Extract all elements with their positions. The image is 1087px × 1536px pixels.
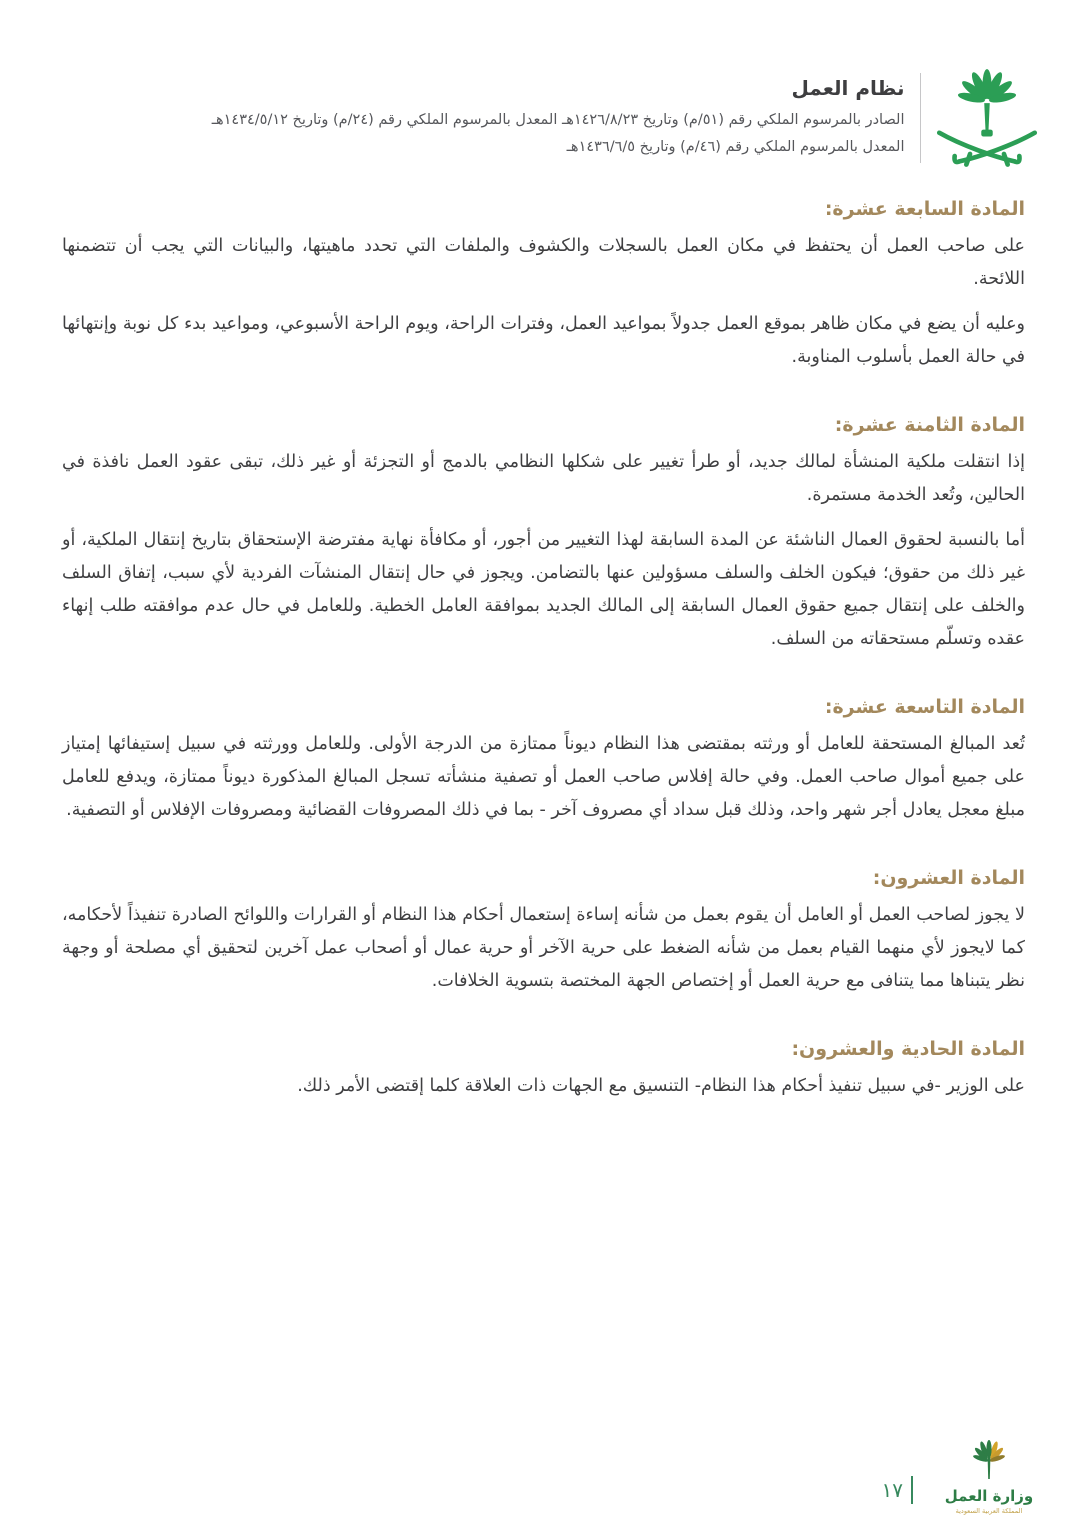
document-title: نظام العمل bbox=[791, 76, 905, 100]
ministry-palm-icon bbox=[963, 1437, 1015, 1487]
document-subtitle-line1: الصادر بالمرسوم الملكي رقم (٥١/م) وتاريخ ١٤٢٦/٨/٢٣هـ المعدل بالمرسوم الملكي رقم (٢٤/م) وتاريخ ١٤٣٤/٥/١٢هـ bbox=[211, 112, 905, 128]
article-twenty-one bbox=[62, 1036, 1025, 1103]
article-eighteen bbox=[62, 412, 1025, 656]
document-subtitle-line2: المعدل بالمرسوم الملكي رقم (٤٦/م) وتاريخ ١٤٣٦/٦/٥هـ bbox=[566, 139, 905, 155]
article-paragraph: على صاحب العمل أن يحتفظ في مكان العمل بالسجلات والكشوف والملفات التي تحدد ماهيتها، والبيانات التي يجب أن تتضمنها اللائحة. bbox=[62, 236, 1025, 289]
article-twenty bbox=[62, 865, 1025, 998]
header-text-block bbox=[212, 68, 905, 161]
article-heading: المادة التاسعة عشرة: bbox=[824, 696, 1025, 718]
article-heading: المادة الحادية والعشرون: bbox=[791, 1038, 1025, 1060]
saudi-emblem-icon bbox=[934, 68, 1040, 170]
ministry-name: وزارة العمل bbox=[944, 1487, 1034, 1505]
article-paragraph: على الوزير -في سبيل تنفيذ أحكام هذا النظام- التنسيق مع الجهات ذات العلاقة كلما إقتضى الأمر ذلك. bbox=[297, 1076, 1025, 1096]
article-nineteen bbox=[62, 694, 1025, 827]
article-paragraph: تُعد المبالغ المستحقة للعامل أو ورثته بمقتضى هذا النظام ديوناً ممتازة من الدرجة الأولى. وللعامل وورثته في سبيل إستيفائها إمتياز على جميع أموال صاحب العمل. وفي حالة إفلاس صاحب العمل أو تصفية منشأته تسجل المبالغ المذكورة ديوناً ممتازة، ويدفع للعامل مبلغ معجل يعادل أجر شهر واحد، وذلك قبل سداد أي مصروف آخر - بما في ذلك المصروفات القضائية ومصروفات الإفلاس أو التصفية. bbox=[62, 734, 1025, 820]
header-divider bbox=[920, 73, 922, 163]
document-header bbox=[62, 68, 1040, 170]
ministry-subtitle: المملكة العربية السعودية bbox=[955, 1507, 1023, 1515]
article-heading: المادة الثامنة عشرة: bbox=[834, 414, 1025, 436]
article-paragraph: أما بالنسبة لحقوق العمال الناشئة عن المدة السابقة لهذا التغيير من أجور، أو مكافأة نهاية مفترضة الإستحقاق بتاريخ إنتقال الملكية، أو غير ذلك من حقوق؛ فيكون الخلف والسلف مسؤولين عنها بالتضامن. ويجوز في حال إنتقال المنشآت الفردية لأي سبب، إتفاق السلف والخلف على إنتقال جميع حقوق العمال السابقة إلى المالك الجديد بموافقة العامل الخطية. وللعامل في حال عدم موافقته طلب إنهاء عقده وتسلّم مستحقاته من السلف. bbox=[62, 530, 1025, 649]
document-body bbox=[62, 196, 1025, 1141]
article-paragraph: لا يجوز لصاحب العمل أو العامل أن يقوم بعمل من شأنه إساءة إستعمال أحكام هذا النظام أو القرارات واللوائح الصادرة تنفيذاً لأحكامه، كما لايجوز لأي منهما القيام بعمل من شأنه الضغط على حرية الآخر أو حرية عمال أو أصحاب عمل آخرين لتحقيق أي مصلحة أو وجهة نظر يتبناها مما يتنافى مع حرية العمل أو إختصاص الجهة المختصة بتسوية الخلافات. bbox=[62, 905, 1025, 991]
article-seventeen bbox=[62, 196, 1025, 374]
article-heading: المادة العشرون: bbox=[872, 867, 1025, 889]
footer-divider-bar bbox=[911, 1476, 913, 1504]
article-paragraph: إذا انتقلت ملكية المنشأة لمالك جديد، أو طرأ تغيير على شكلها النظامي بالدمج أو التجزئة أو غير ذلك، تبقى عقود العمل نافذة في الحالين، وتُعد الخدمة مستمرة. bbox=[62, 452, 1025, 505]
page-number: ١٧ bbox=[881, 1478, 903, 1502]
article-heading: المادة السابعة عشرة: bbox=[824, 198, 1025, 220]
ministry-logo bbox=[933, 1437, 1045, 1516]
page-footer bbox=[882, 1437, 1045, 1516]
article-paragraph: وعليه أن يضع في مكان ظاهر بموقع العمل جدولاً بمواعيد العمل، وفترات الراحة، ويوم الراحة الأسبوعي، ومواعيد بدء كل نوبة وإنتهائها في حالة العمل بأسلوب المناوبة. bbox=[62, 314, 1025, 367]
